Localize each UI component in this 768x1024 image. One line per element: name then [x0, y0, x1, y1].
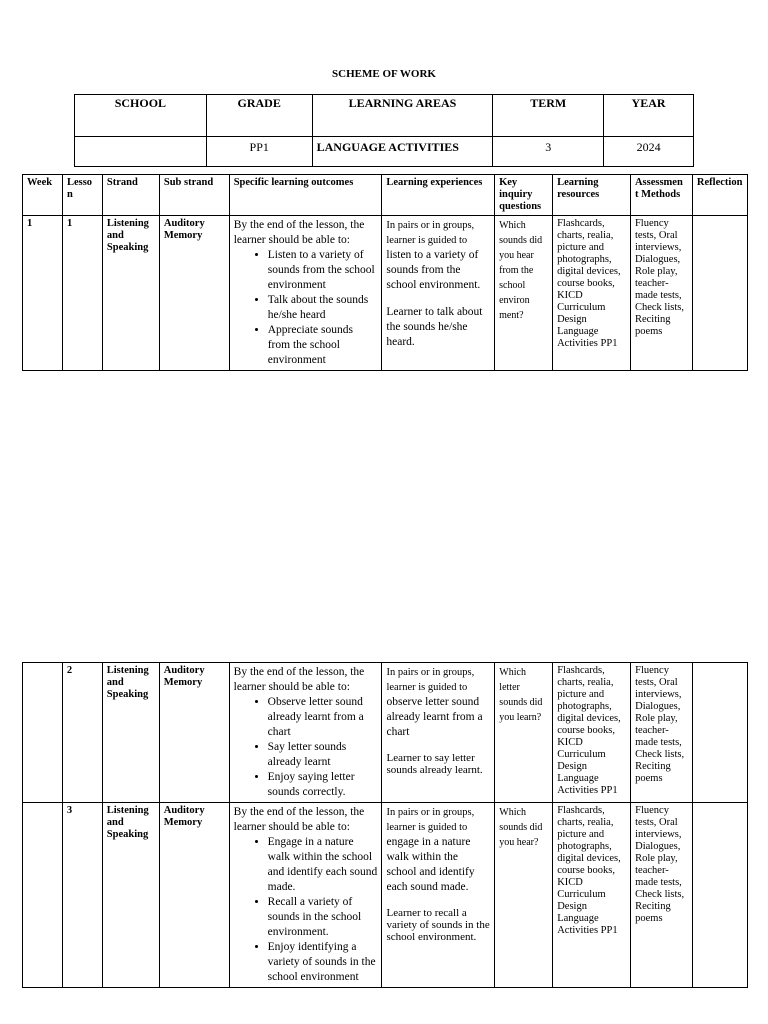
- outcome-item: • Enjoy saying letter sounds correctly.: [268, 770, 378, 800]
- outcome-item: • Listen to a variety of sounds from the school environment: [268, 248, 378, 293]
- resources-cell: Flashcards, charts, realia, picture and photographs, digital devices, course books, KICD Curriculum Design Language Activities PP1: [553, 803, 631, 988]
- reflection-cell: [692, 216, 747, 371]
- document-title: SCHEME OF WORK: [332, 68, 436, 80]
- outcomes-intro: By the end of the lesson, the learner should be able to:: [233, 806, 365, 833]
- col-week: Week: [23, 175, 63, 216]
- strand-cell: Listening and Speaking: [102, 663, 159, 803]
- header-year-value: 2024: [604, 137, 694, 167]
- resources-cell: Flashcards, charts, realia, picture and photographs, digital devices, course books, KICD Curriculum Design Language Activities PP1: [553, 216, 631, 371]
- week-cell: [23, 803, 63, 988]
- sub-strand-cell: Auditory Memory: [159, 663, 229, 803]
- header-table: [74, 94, 694, 167]
- resources-cell: Flashcards, charts, realia, picture and photographs, digital devices, course books, KICD Curriculum Design Language Activities PP1: [553, 663, 631, 803]
- week-cell: 1: [23, 216, 63, 371]
- experience-activity: listen to a variety of sounds from the school environment.: [386, 249, 481, 291]
- reflection-cell: [693, 663, 748, 803]
- col-strand: Strand: [102, 175, 159, 216]
- header-year-label: YEAR: [604, 95, 694, 137]
- outcome-item: • Recall a variety of sounds in the school environment.: [268, 895, 378, 940]
- col-learning-resources: Learning resources: [553, 175, 631, 216]
- assessment-cell: Fluency tests, Oral interviews, Dialogues, Role play, teacher-made tests, Check lists, Reciting poems: [631, 803, 693, 988]
- experience-follow-up: Learner to say letter sounds already learnt.: [386, 752, 483, 776]
- strand-cell: Listening and Speaking: [102, 803, 159, 988]
- header-grade-value: PP1: [206, 137, 312, 167]
- header-learning-areas-value: LANGUAGE ACTIVITIES: [312, 137, 493, 167]
- sub-strand-cell: Auditory Memory: [159, 803, 229, 988]
- col-lesson: Lesso n: [62, 175, 102, 216]
- outcomes-list: [234, 248, 378, 368]
- header-term-value: 3: [493, 137, 604, 167]
- learning-experiences-cell: [382, 803, 495, 988]
- inquiry-question-cell: Which sounds did you hear from the school environ ment?: [495, 216, 553, 371]
- outcomes-intro: By the end of the lesson, the learner should be able to:: [233, 666, 365, 693]
- col-sub-strand: Sub strand: [159, 175, 229, 216]
- outcomes-list: [234, 695, 378, 800]
- assessment-cell: Fluency tests, Oral interviews, Dialogues, Role play, teacher-made tests, Check lists, Reciting poems: [631, 663, 693, 803]
- learning-outcomes-cell: [229, 216, 382, 371]
- header-school-label: SCHOOL: [75, 95, 207, 137]
- outcome-item: • Talk about the sounds he/she heard: [268, 293, 378, 323]
- lesson-cell: 2: [62, 663, 102, 803]
- assessment-cell: Fluency tests, Oral interviews, Dialogues, Role play, teacher-made tests, Check lists, Reciting poems: [630, 216, 692, 371]
- learning-outcomes-cell: [229, 803, 382, 988]
- experience-intro: In pairs or in groups, learner is guided to: [386, 807, 475, 833]
- scheme-table: [22, 174, 748, 371]
- col-specific-learning-outcomes: Specific learning outcomes: [229, 175, 382, 216]
- outcomes-list: [234, 835, 378, 985]
- outcomes-intro: By the end of the lesson, the learner should be able to:: [233, 219, 365, 246]
- experience-intro: In pairs or in groups, learner is guided to: [386, 667, 475, 693]
- learning-experiences-cell: [382, 663, 495, 803]
- table-row: [23, 216, 748, 371]
- reflection-cell: [693, 803, 748, 988]
- header-school-value: [75, 137, 207, 167]
- header-learning-areas-label: LEARNING AREAS: [312, 95, 493, 137]
- lesson-cell: 1: [62, 216, 102, 371]
- sub-strand-cell: Auditory Memory: [159, 216, 229, 371]
- experience-activity: observe letter sound already learnt from a chart: [386, 696, 483, 738]
- outcome-item: • Say letter sounds already learnt: [268, 740, 378, 770]
- lesson-cell: 3: [62, 803, 102, 988]
- col-assessment-methods: Assessmen t Methods: [630, 175, 692, 216]
- inquiry-question-cell: Which letter sounds did you learn?: [495, 663, 553, 803]
- col-key-inquiry-questions: Key inquiry questions: [495, 175, 553, 216]
- experience-follow-up: Learner to recall a variety of sounds in the school environment.: [386, 907, 490, 943]
- outcome-item: • Appreciate sounds from the school environment: [268, 323, 378, 368]
- outcome-item: • Observe letter sound already learnt from a chart: [268, 695, 378, 740]
- col-reflection: Reflection: [692, 175, 747, 216]
- table-header-row: [23, 175, 748, 216]
- experience-follow-up: Learner to talk about the sounds he/she heard.: [386, 306, 483, 348]
- strand-cell: Listening and Speaking: [102, 216, 159, 371]
- header-grade-label: GRADE: [206, 95, 312, 137]
- scheme-table-continued: [22, 662, 748, 988]
- week-cell: [23, 663, 63, 803]
- inquiry-question-cell: Which sounds did you hear?: [495, 803, 553, 988]
- experience-activity: engage in a nature walk within the school and identify each sound made.: [386, 836, 475, 893]
- header-term-label: TERM: [493, 95, 604, 137]
- experience-intro: In pairs or in groups, learner is guided to: [386, 220, 475, 246]
- col-learning-experiences: Learning experiences: [382, 175, 495, 216]
- outcome-item: • Engage in a nature walk within the school and identify each sound made.: [268, 835, 378, 895]
- learning-outcomes-cell: [229, 663, 382, 803]
- outcome-item: • Enjoy identifying a variety of sounds in the school environment: [268, 940, 378, 985]
- table-row: [23, 663, 748, 803]
- table-row: [23, 803, 748, 988]
- learning-experiences-cell: [382, 216, 495, 371]
